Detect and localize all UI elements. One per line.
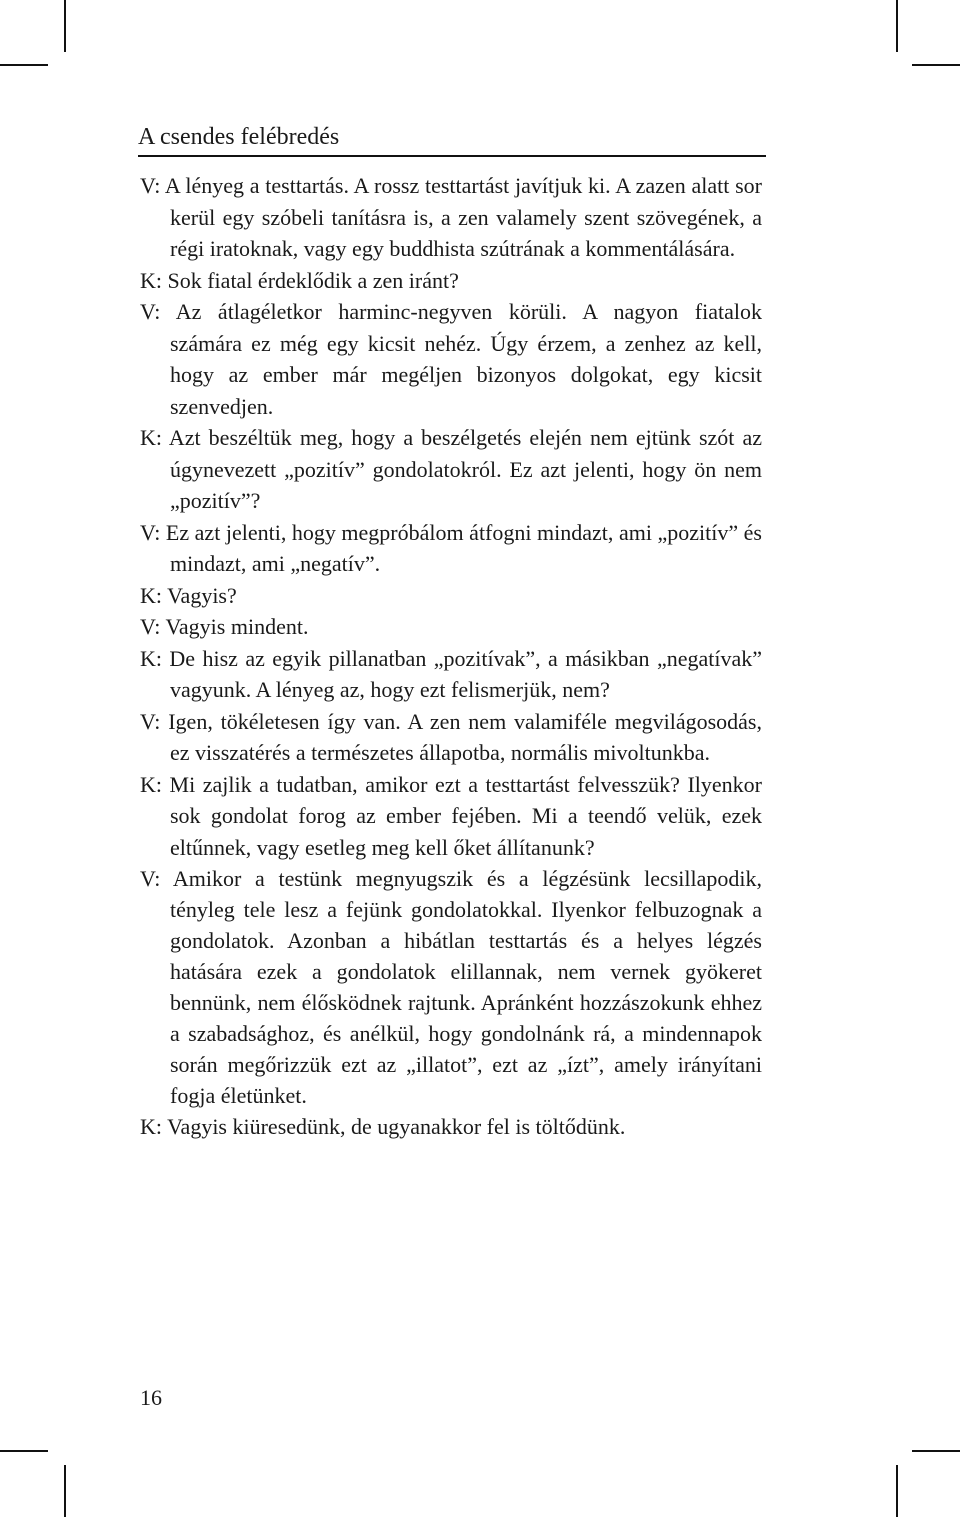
crop-mark-top-left-horizontal — [0, 64, 48, 66]
paragraph-question-positive-thoughts: K: Azt beszéltük meg, hogy a beszélgetés elején nem ejtünk szót az úgynevezett „pozitív” gondolatokról. Ez azt jelenti, hogy ön nem „pozitív”? — [140, 425, 762, 513]
crop-mark-top-left-vertical — [64, 0, 66, 52]
crop-mark-top-right-horizontal — [912, 64, 960, 66]
crop-mark-bottom-right-horizontal — [912, 1450, 960, 1452]
paragraph-question-that-is: K: Vagyis? — [140, 582, 237, 608]
crop-mark-top-right-vertical — [896, 0, 898, 52]
paragraph-question-young-people: K: Sok fiatal érdeklődik a zen iránt? — [140, 267, 459, 293]
paragraph-answer-natural-state: V: Igen, tökéletesen így van. A zen nem valamiféle megvilágosodás, ez visszatérés a természetes állapotba, normális mivoltunkba. — [140, 708, 762, 765]
paragraph-question-empty-and-filled: K: Vagyis kiüresedünk, de ugyanakkor fel is töltődünk. — [140, 1114, 626, 1139]
paragraph-answer-embrace-all: V: Ez azt jelenti, hogy megpróbálom átfogni mindazt, ami „pozitív” és mindazt, ami „negatív”. — [140, 519, 762, 576]
running-title: A csendes felébredés — [138, 124, 340, 150]
paragraph-question-mind: K: Mi zajlik a tudatban, amikor ezt a testtartást felvesszük? Ilyenkor sok gondolat forog az ember fejében. Mi a teendő velük, ezek eltűnnek, vagy esetleg meg kell őket állítanunk? — [140, 771, 762, 860]
paragraph-answer-posture: V: A lényeg a testtartás. A rossz testtartást javítjuk ki. A zazen alatt sor kerül egy szóbeli tanításra is, a zen valamely szent szövegének, a régi iratoknak, vagy egy buddhista szútrának a kommentálására. — [140, 173, 762, 261]
paragraph-question-recognize: K: De hisz az egyik pillanatban „pozitívak”, a másikban „negatívak” vagyunk. A lényeg az, hogy ezt felismerjük, nem? — [140, 645, 762, 702]
page-number: 16 — [140, 1385, 162, 1410]
interview-text — [140, 170, 762, 1143]
crop-mark-bottom-right-vertical — [896, 1465, 898, 1517]
paragraph-answer-thoughts-vanish: V: Amikor a testünk megnyugszik és a légzésünk lecsillapodik, tényleg tele lesz a fejünk gondolatokkal. Ilyenkor felbuzognak a gondolatok. Azonban a hibátlan testtartás és a helyes légzés hatására ezek a gondolatok elillannak, nem vernek gyökeret bennünk, nem élősködnek rajtunk. Apránként hozzászokunk ehhez a szabadsághoz, és anélkül, hogy gondolnánk rá, a mindennapok során megőrizzük ezt az „illatot”, ezt az „ízt”, amely irányítani fogja életünket. — [140, 866, 762, 1108]
header-rule — [138, 155, 766, 157]
crop-mark-bottom-left-vertical — [64, 1465, 66, 1517]
paragraph-answer-average-age: V: Az átlagéletkor harminc-negyven körüli. A nagyon fiatalok számára ez még egy kicsit nehéz. Úgy érzem, a zenhez az kell, hogy az ember már megéljen bizonyos dolgokat, egy kicsit szenvedjen. — [140, 299, 762, 419]
paragraph-answer-everything: V: Vagyis mindent. — [140, 614, 309, 639]
crop-mark-bottom-left-horizontal — [0, 1450, 48, 1452]
